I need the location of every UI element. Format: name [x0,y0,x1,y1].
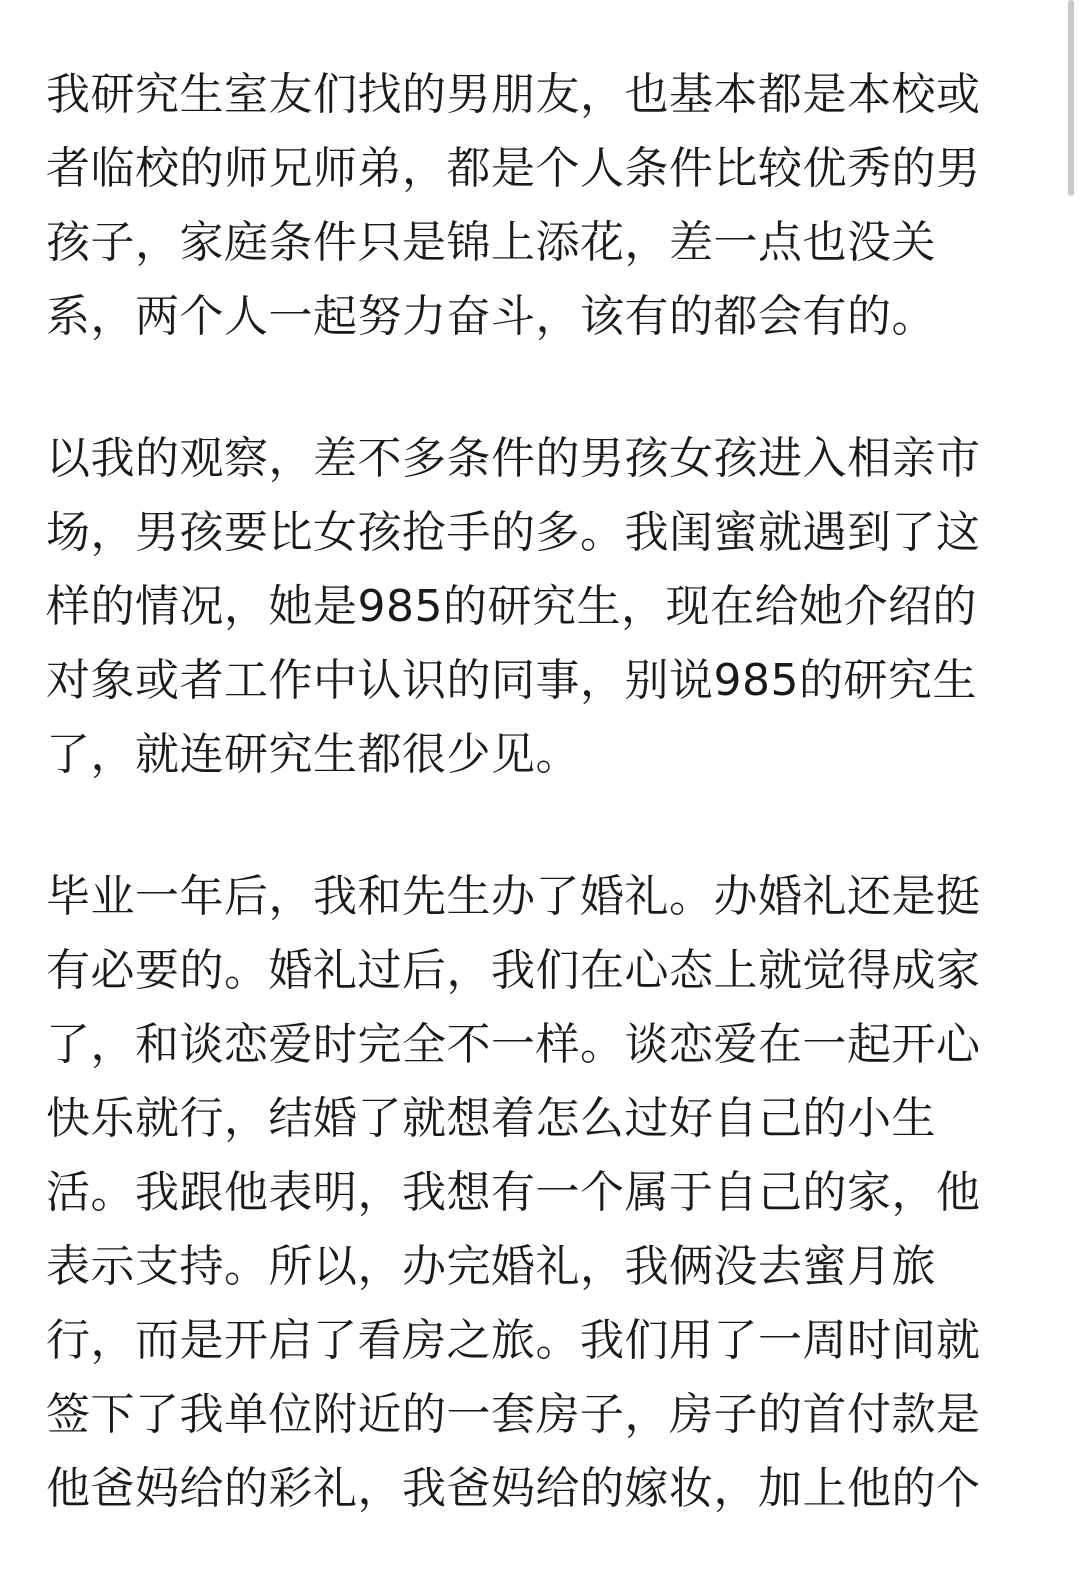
paragraph-3 [46,860,1036,1526]
scrollbar[interactable] [1068,0,1074,196]
paragraph-1 [46,58,1036,354]
text-line: 有必要的。婚礼过后，我们在心态上就觉得成家 [46,945,981,996]
text-line: 孩子，家庭条件只是锦上添花，差一点也没关 [46,217,936,268]
text-line: 样的情况，她是985的研究生，现在给她介绍的 [46,581,977,632]
text-line: 快乐就行，结婚了就想着怎么过好自己的小生 [46,1093,936,1144]
text-line: 活。我跟他表明，我想有一个属于自己的家，他 [46,1167,981,1218]
text-line: 系，两个人一起努力奋斗，该有的都会有的。 [46,291,936,342]
text-line: 毕业一年后，我和先生办了婚礼。办婚礼还是挺 [46,871,981,922]
text-line: 对象或者工作中认识的同事，别说985的研究生 [46,655,977,706]
text-line: 以我的观察，差不多条件的男孩女孩进入相亲市 [46,433,981,484]
text-line: 行，而是开启了看房之旅。我们用了一周时间就 [46,1315,981,1366]
text-line: 我研究生室友们找的男朋友，也基本都是本校或 [46,69,981,120]
text-line: 签下了我单位附近的一套房子，房子的首付款是 [46,1389,981,1440]
paragraph-2 [46,422,1036,792]
text-line: 了，和谈恋爱时完全不一样。谈恋爱在一起开心 [46,1019,981,1070]
text-line: 场，男孩要比女孩抢手的多。我闺蜜就遇到了这 [46,507,981,558]
text-line: 了，就连研究生都很少见。 [46,729,580,780]
text-line: 表示支持。所以，办完婚礼，我俩没去蜜月旅 [46,1241,936,1292]
text-line: 者临校的师兄师弟，都是个人条件比较优秀的男 [46,143,981,194]
text-line: 他爸妈给的彩礼，我爸妈给的嫁妆，加上他的个 [46,1463,981,1514]
article-body [46,58,1036,1594]
